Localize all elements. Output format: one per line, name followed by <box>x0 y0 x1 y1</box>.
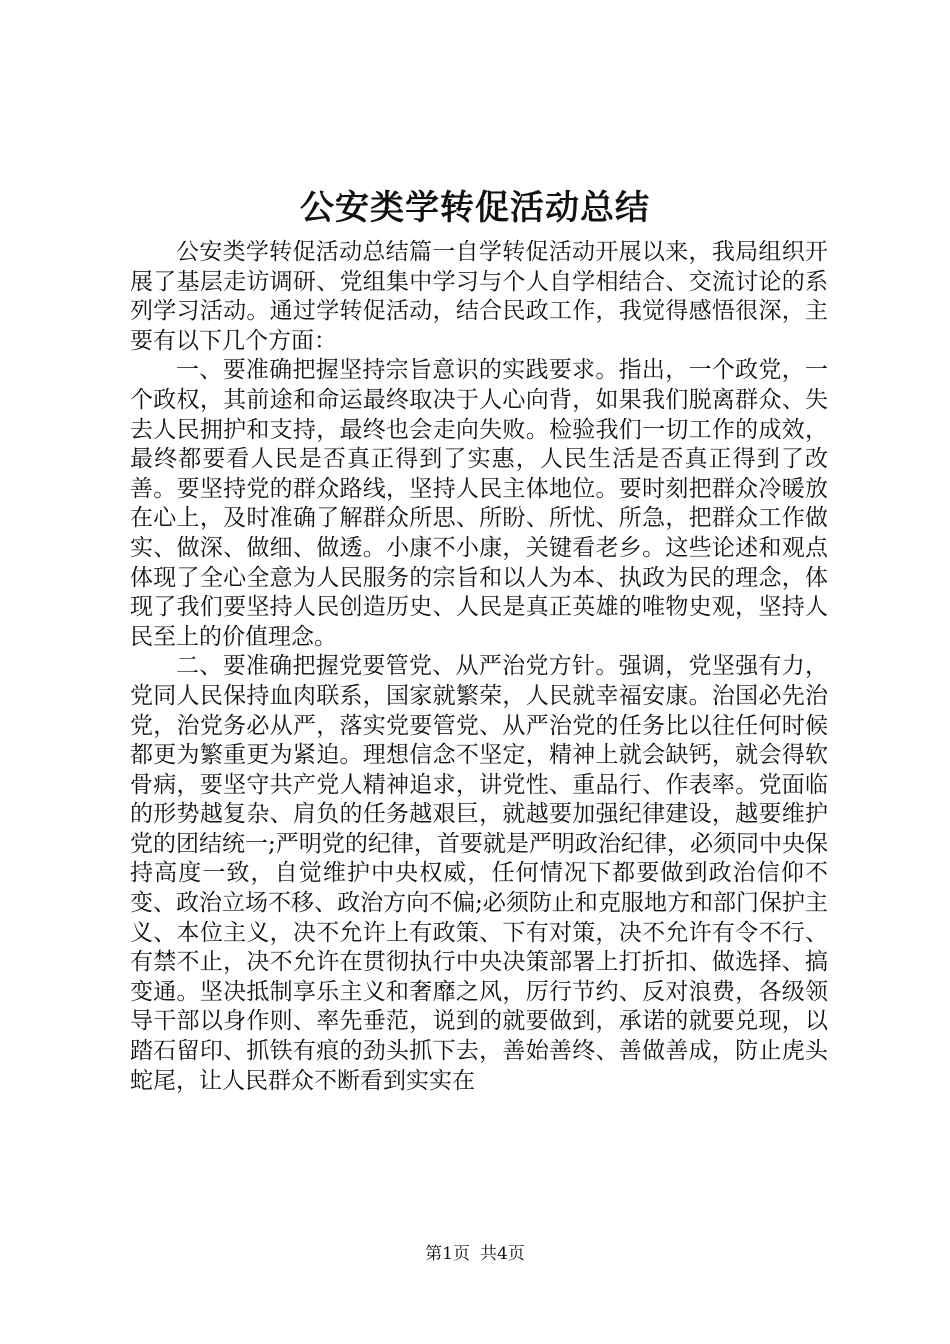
page-number: 第1页 <box>425 1244 470 1264</box>
paragraph-section-two: 二、要准确把握党要管党、从严治党方针。强调，党坚强有力，党同人民保持血肉联系，国家就繁荣，人民就幸福安康。治国必先治党，治党务必从严，落实党要管党、从严治党的任务比以往任何时候都更为繁重更为紧迫。理想信念不坚定，精神上就会缺钙，就会得软骨病，要坚守共产党人精神追求，讲党性、重品行、作表率。党面临的形势越复杂、肩负的任务越艰巨，就越要加强纪律建设，越要维护党的团结统一;严明党的纪律，首要就是严明政治纪律，必须同中央保持高度一致，自觉维护中央权威，任何情况下都要做到政治信仰不变、政治立场不移、政治方向不偏;必须防止和克服地方和部门保护主义、本位主义，决不允许上有政策、下有对策，决不允许有令不行、有禁不止，决不允许在贯彻执行中央决策部署上打折扣、做选择、搞变通。坚决抵制享乐主义和奢靡之风，厉行节约、反对浪费，各级领导干部以身作则、率先垂范，说到的就要做到，承诺的就要兑现，以踏石留印、抓铁有痕的劲头抓下去，善始善终、善做善成，防止虎头蛇尾，让人民群众不断看到实实在 <box>130 653 828 1094</box>
paragraph-section-one: 一、要准确把握坚持宗旨意识的实践要求。指出，一个政党，一个政权，其前途和命运最终取决于人心向背，如果我们脱离群众、失去人民拥护和支持，最终也会走向失败。检验我们一切工作的成效，最终都要看人民是否真正得到了实惠，人民生活是否真正得到了改善。要坚持党的群众路线，坚持人民主体地位。要时刻把群众冷暖放在心上，及时准确了解群众所思、所盼、所忧、所急，把群众工作做实、做深、做细、做透。小康不小康，关键看老乡。这些论述和观点体现了全心全意为人民服务的宗旨和以人为本、执政为民的理念，体现了我们要坚持人民创造历史、人民是真正英雄的唯物史观，坚持人民至上的价值理念。 <box>130 357 828 650</box>
document-body <box>130 238 828 1096</box>
page-total: 共4页 <box>480 1244 525 1264</box>
paragraph-intro: 公安类学转促活动总结篇一自学转促活动开展以来，我局组织开展了基层走访调研、党组集中学习与个人自学相结合、交流讨论的系列学习活动。通过学转促活动，结合民政工作，我觉得感悟很深，主要有以下几个方面： <box>130 239 828 354</box>
page-footer <box>0 1242 950 1266</box>
document-title: 公安类学转促活动总结 <box>300 188 650 228</box>
